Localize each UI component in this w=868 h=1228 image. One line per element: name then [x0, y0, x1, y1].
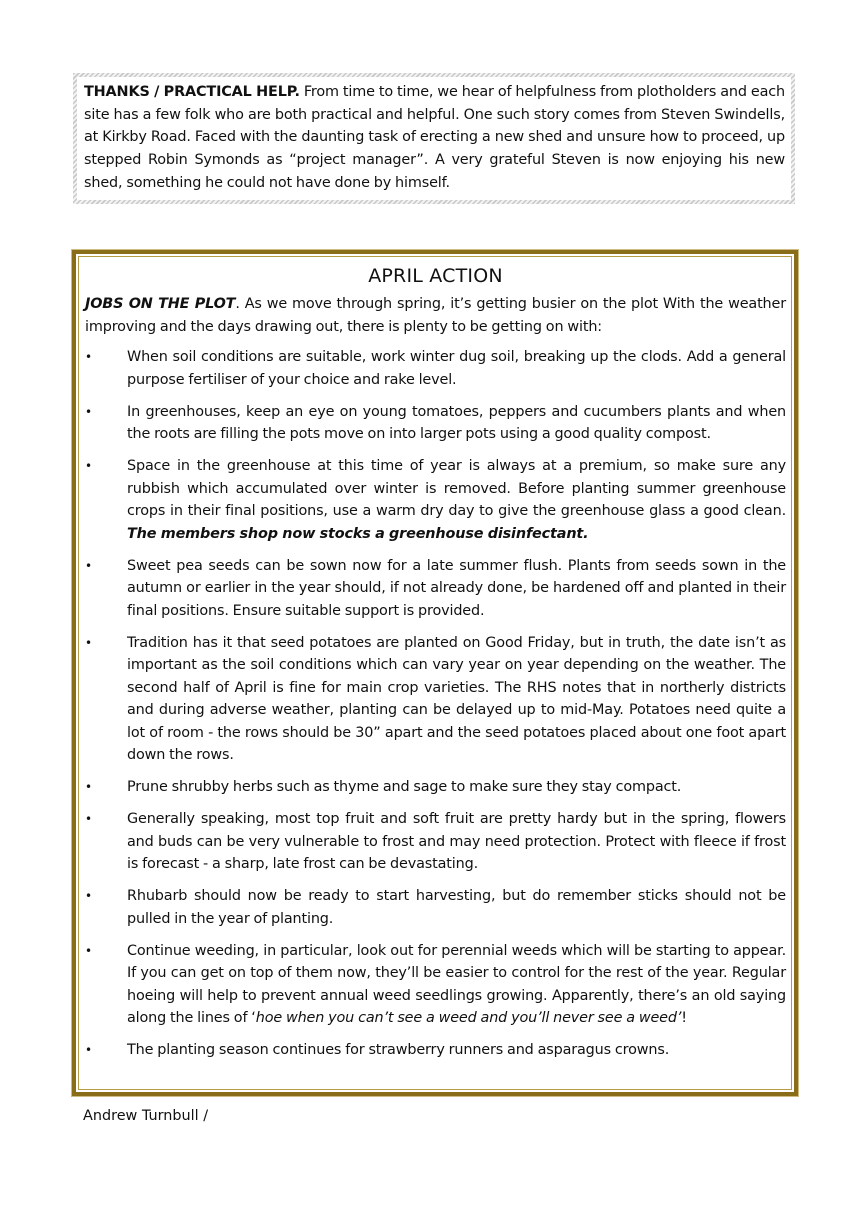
april-action-inner-frame — [78, 256, 792, 1090]
april-action-box — [72, 250, 798, 1096]
bullet-icon: • — [85, 1043, 92, 1057]
bullet-icon: • — [85, 812, 92, 826]
jobs-intro-paragraph — [85, 293, 786, 338]
list-item-text: In greenhouses, keep an eye on young tomatoes, peppers and cucumbers plants and when the roots are filling the pots move on into larger pots using a good quality compost. — [127, 403, 786, 442]
list-item — [85, 885, 786, 930]
list-item-text: Prune shrubby herbs such as thyme and sage to make sure they stay compact. — [127, 779, 682, 795]
thanks-heading: THANKS / PRACTICAL HELP. — [84, 84, 300, 100]
bullet-icon: • — [85, 350, 92, 364]
april-action-title: APRIL ACTION — [368, 265, 503, 287]
bullet-icon: • — [85, 459, 92, 473]
list-item — [85, 555, 786, 623]
list-item — [85, 401, 786, 446]
list-item-italic-saying: hoe when you can’t see a weed and you’ll never see a weed’ — [255, 1010, 682, 1026]
list-item-emphasis: The members shop now stocks a greenhouse disinfectant — [127, 525, 584, 542]
list-item — [85, 632, 786, 767]
list-item — [85, 808, 786, 876]
jobs-list — [85, 346, 786, 1062]
list-item — [85, 346, 786, 391]
bullet-icon: • — [85, 404, 92, 419]
author-signature: Andrew Turnbull / — [83, 1108, 209, 1124]
list-item — [85, 1039, 786, 1062]
list-item-text: Rhubarb should now be ready to start harvesting, but do remember sticks should not be pulled in the year of planting. — [127, 888, 786, 927]
jobs-on-the-plot-heading: JOBS ON THE PLOT — [85, 296, 236, 312]
list-item-text: Continue weeding, in particular, look out for perennial weeds which will be starting to appear. If you can get on top of them now, they’ll be easier to control for the rest of the year. Regular hoeing will help to prevent annual weed seedlings growing. Apparently, there’s an old saying along the lines of ‘ — [127, 942, 786, 1026]
bullet-icon: • — [85, 635, 92, 650]
list-item — [85, 776, 786, 799]
thanks-paragraph — [84, 81, 785, 195]
list-item-text: When soil conditions are suitable, work winter dug soil, breaking up the clods. Add a general purpose fertiliser of your choice and rake level. — [127, 349, 786, 388]
list-item — [85, 940, 786, 1030]
list-item-text: Tradition has it that seed potatoes are planted on Good Friday, but in truth, the date isn’t as important as the soil conditions which can vary year on year depending on the weather. The second half of April is fine for main crop varieties. The RHS notes that in northerly districts and during adverse weather, planting can be delayed up to mid-May. Potatoes need quite a lot of room - the rows should be 30” apart and the seed potatoes placed about one foot apart down the rows. — [127, 634, 786, 763]
list-item-text: Space in the greenhouse at this time of year is always at a premium, so make sure any rubbish which accumulated over winter is removed. Before planting summer greenhouse crops in their final positions, use a warm dry day to give the greenhouse glass a good clean. — [127, 458, 786, 519]
list-item-text: The planting season continues for strawberry runners and asparagus crowns. — [127, 1042, 670, 1058]
bullet-icon: • — [85, 780, 92, 794]
bullet-icon: • — [85, 558, 92, 573]
list-item-after: ! — [681, 1010, 687, 1026]
jobs-intro-text: . As we move through spring, it’s getting busier on the plot With the weather improving and the days drawing out, there is plenty to be getting on with: — [85, 296, 786, 335]
list-item-text: Sweet pea seeds can be sown now for a late summer flush. Plants from seeds sown in the autumn or earlier in the year should, if not already done, be hardened off and planted in their final positions. Ensure suitable support is provided. — [127, 557, 786, 619]
list-item — [85, 455, 786, 545]
bullet-icon: • — [85, 943, 92, 958]
list-item-after: . — [583, 525, 589, 542]
bullet-icon: • — [85, 889, 92, 903]
thanks-body: From time to time, we hear of helpfulness from plotholders and each site has a few folk who are both practical and helpful. One such story comes from Steven Swindells, at Kirkby Road. Faced with the daunting task of erecting a new shed and unsure how to proceed, up stepped Robin Symonds as “project manager”. A very grateful Steven is now enjoying his new shed, something he could not have done by himself. — [84, 84, 785, 191]
list-item-text: Generally speaking, most top fruit and soft fruit are pretty hardy but in the spring, flowers and buds can be very vulnerable to frost and may need protection. Protect with fleece if frost is forecast - a sharp, late frost can be devastating. — [127, 811, 786, 872]
thanks-practical-help-box — [73, 73, 795, 204]
